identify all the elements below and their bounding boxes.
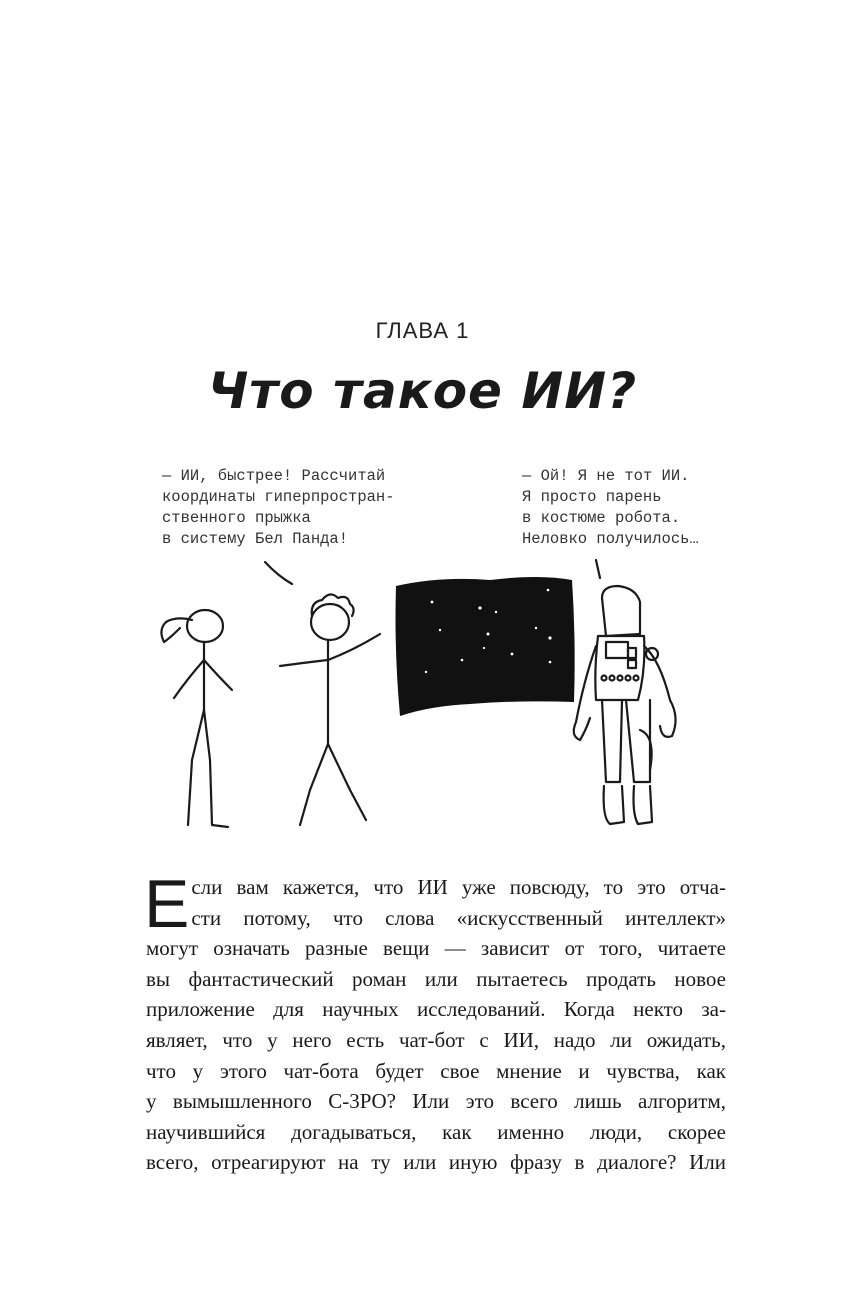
body-line: сти потому, что слова «искусственный интеллект» — [191, 905, 726, 930]
man-figure — [280, 594, 380, 825]
body-line: научившийся догадываться, как именно люди, скорее — [146, 1119, 726, 1144]
space-window — [396, 577, 575, 716]
woman-figure — [161, 610, 232, 827]
body-line: что у этого чат-бота будет свое мнение и чувства, как — [146, 1058, 726, 1083]
body-line: у вымышленного С-3PO? Или это всего лишь алгоритм, — [146, 1089, 726, 1114]
dropcap: Е — [144, 866, 190, 942]
body-line: приложение для научных исследований. Когда некто за- — [146, 997, 726, 1022]
body-line: сли вам кажется, что ИИ уже повсюду, то это отча- — [191, 875, 726, 899]
body-line: вы фантастический роман или пытаетесь продать новое — [146, 966, 726, 991]
chapter-title: Что такое ИИ? — [207, 362, 638, 420]
body-paragraph — [144, 866, 726, 1178]
stick-figure-illustration — [140, 550, 700, 840]
body-line: являет, что у него есть чат-бот с ИИ, надо ли ожидать, — [146, 1027, 726, 1052]
speech-tail-left — [265, 562, 292, 584]
body-line: всего, отреагируют на ту или иную фразу в диалоге? Или — [146, 1150, 726, 1175]
astronaut-figure — [574, 586, 676, 824]
speech-bubble-right: — Ой! Я не тот ИИ. Я просто парень в костюме робота. Неловко получилось… — [522, 467, 699, 548]
speech-tail-right — [596, 560, 600, 578]
speech-bubble-left: — ИИ, быстрее! Рассчитай координаты гиперпростран- ственного прыжка в систему Бел Панда! — [162, 467, 395, 548]
chapter-label: ГЛАВА 1 — [375, 318, 470, 343]
body-line: могут означать разные вещи — зависит от того, читаете — [146, 936, 726, 961]
